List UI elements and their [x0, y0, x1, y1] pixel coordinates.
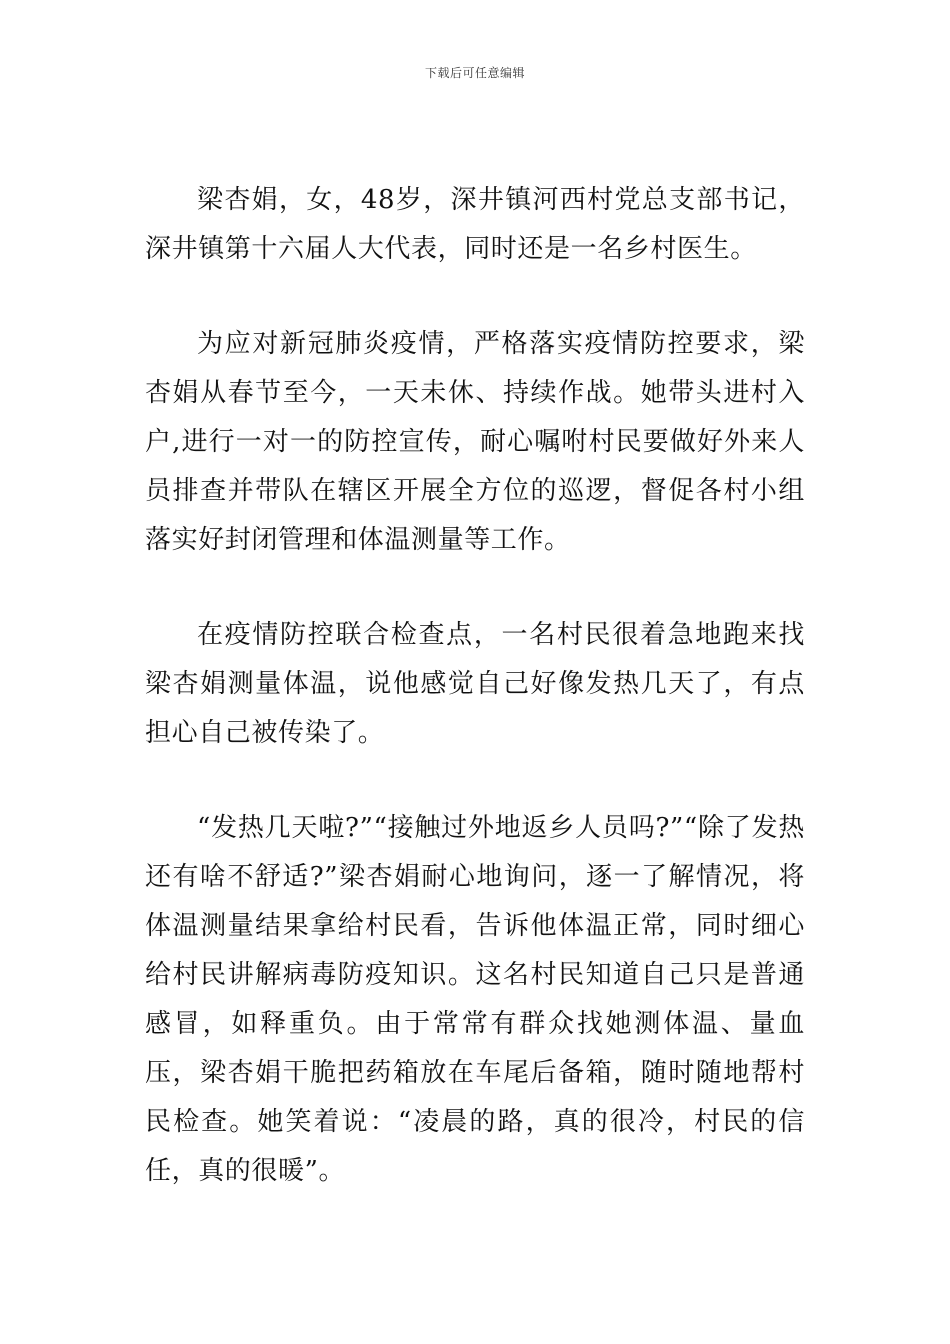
- paragraph-consultation: “发热几天啦?”“接触过外地返乡人员吗?”“除了发热还有啥不舒适?”梁杏娟耐心地询问，逐一了解情况，将体温测量结果拿给村民看，告诉他体温正常，同时细心给村民讲解病毒防疫知识。这名村民知道自己只是普通感冒，如释重负。由于常常有群众找她测体温、量血压，梁杏娟干脆把药箱放在车尾后备箱，随时随地帮村民检查。她笑着说：“凌晨的路，真的很冷，村民的信任，真的很暖”。: [145, 813, 805, 1186]
- header-note: 下载后可任意编辑: [424, 66, 525, 80]
- paragraph-intro: 梁杏娟，女，48岁，深井镇河西村党总支部书记，深井镇第十六届人大代表，同时还是一名乡村医生。: [145, 185, 805, 264]
- paragraph-epidemic-response: 为应对新冠肺炎疫情，严格落实疫情防控要求，梁杏娟从春节至今，一天未休、持续作战。她带头进村入户,进行一对一的防控宣传，耐心嘱咐村民要做好外来人员排查并带队在辖区开展全方位的巡逻，督促各村小组落实好封闭管理和体温测量等工作。: [145, 329, 805, 555]
- article-body: [145, 176, 805, 1242]
- paragraph-checkpoint: 在疫情防控联合检查点，一名村民很着急地跑来找梁杏娟测量体温，说他感觉自己好像发热几天了，有点担心自己被传染了。: [145, 620, 805, 748]
